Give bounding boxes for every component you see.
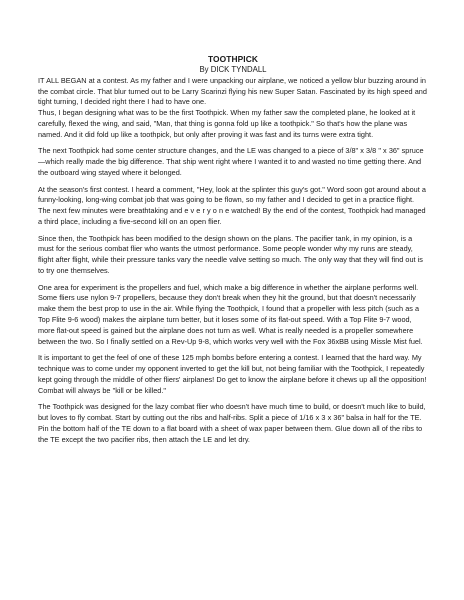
paragraph-first-contest: At the season's first contest. I heard a comment, "Hey, look at the splinter this guy's got." Word soon got around about a funny-looking, long-wing combat job that was going to be flown, so my father and I decided to get in a practice flight. The next few minutes were breathtaking and e v e r y o n e watched! By the end of the contest, Toothpick had managed a third place, including a five-second kill on an open flier. bbox=[38, 184, 426, 227]
paragraph-structure: The next Toothpick had some center structure changes, and the LE was changed to a piece of 3/8" x 3/8 " x 36" spruce—which really made the big difference. That ship went right where I wanted it to and wasted no time getting there. And the outboard wing stayed where it belonged. bbox=[38, 146, 424, 178]
paragraph-technique: It is important to get the feel of one of these 125 mph bombs before entering a contest. I learned that the hard way. My technique was to come under my opponent inverted to get the kill but, not being familiar with the Toothpick, I repeatedly kept going through the middle of other fliers' airplanes! Do get to know the airplane before it chews up all the opposition! Combat will always be "kill or be killed." bbox=[38, 353, 427, 396]
paragraph-naming: Thus, I began designing what was to be the first Toothpick. When my father saw the completed plane, he looked at it carefully, flexed the wing, and said, "Man, that thing is gonna fold up like a toothpick." So that's how the plane was named. And it did fold up like a toothpick, but only after proving it was fast and its turns were extra tight. bbox=[38, 108, 416, 140]
paragraph-modifications: Since then, the Toothpick has been modified to the design shown on the plans. The pacifier tank, in my opinion, is a must for the serious combat flier who wants the utmost performance. Some people wonder why my runs are steady, flight after flight, while their pressure tanks vary the needle valve setting so much. The only way that they will find out is to try one themselves. bbox=[38, 233, 423, 276]
article-byline: By DICK TYNDALL bbox=[199, 65, 267, 74]
paragraph-propellers: One area for experiment is the propellers and fuel, which make a big difference in whether the airplane performs well. Some fliers use nylon 9-7 propellers, because they don't break when they hit the ground, but that doesn't necessarily make them the best prop to use in the air. While flying the Toothpick, I found that a propeller with less pitch (such as a Top Flite 9-6 wood) makes the airplane turn better, but it loses some of its flat-out speed. With a Top Flite 9-7 wood, more flat-out speed is gained but the airplane does not turn as well. What is really needed is a propeller somewhere between the two. So I finally settled on a Rev-Up 9-8, which works very well with the Fox 36xBB using Missle Mist fuel. bbox=[38, 282, 423, 347]
paragraph-intro: IT ALL BEGAN at a contest. As my father and I were unpacking our airplane, we noticed a yellow blur buzzing around in the combat circle. That blur turned out to be Larry Scarinzi flying his new Super Satan. Fascinated by its high speed and tight turning, I decided right there I had to have one. bbox=[38, 75, 427, 107]
paragraph-construction: The Toothpick was designed for the lazy combat flier who doesn't have much time to build, or doesn't much like to build, but loves to fly combat. Start by cutting out the ribs and half-ribs. Split a piece of 1/16 x 3 x 36" balsa in half for the TE. Pin the bottom half of the TE down to a flat board with a sheet of wax paper between them. Glue down all of the ribs to the TE except the two pacifier ribs, then attach the LE and let dry. bbox=[38, 402, 426, 445]
article-title: TOOTHPICK bbox=[207, 54, 259, 64]
